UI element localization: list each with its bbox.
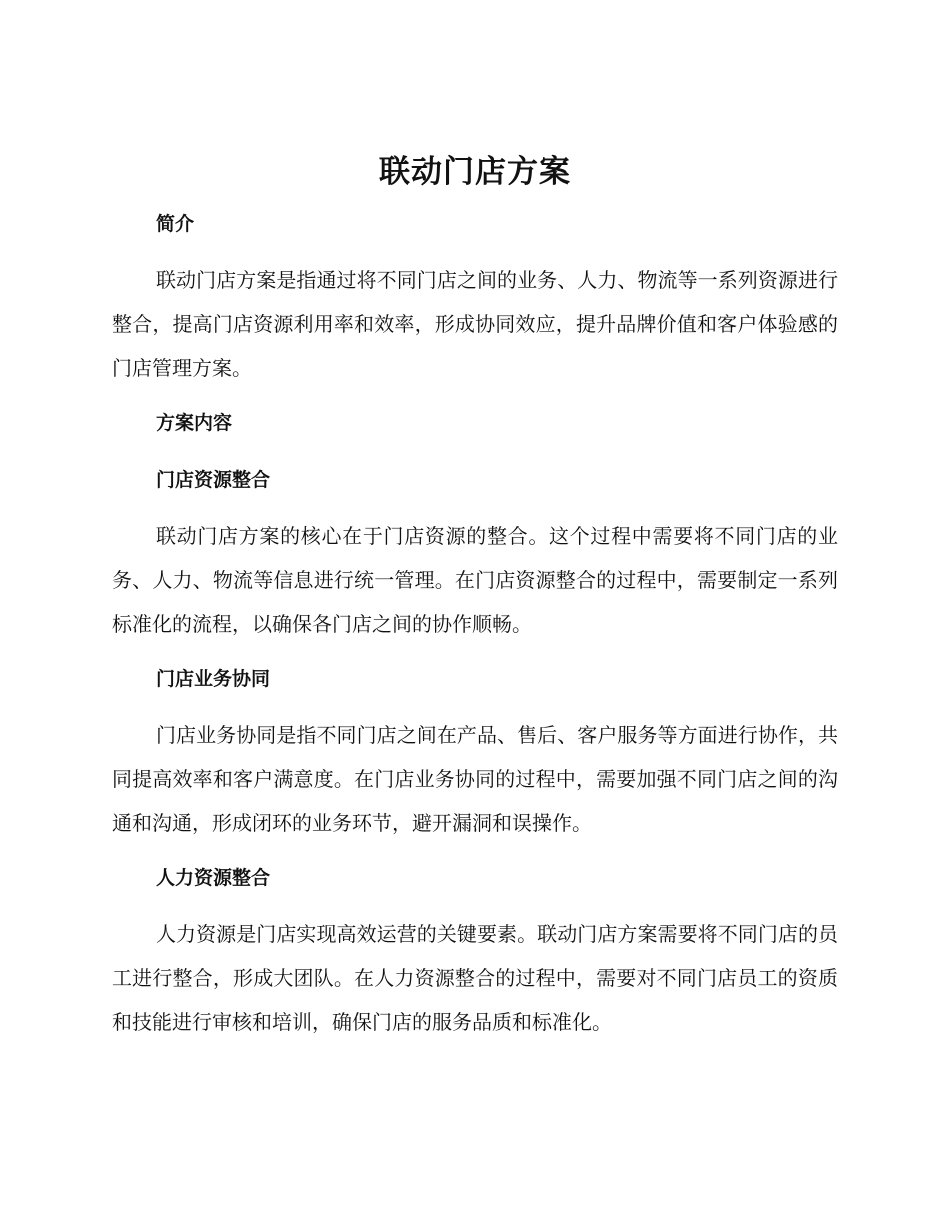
document-title: 联动门店方案 — [379, 154, 571, 190]
section-heading-store-resource-integration: 门店资源整合 — [156, 469, 271, 491]
section-heading-plan-content: 方案内容 — [156, 412, 233, 434]
section-heading-human-resource-integration: 人力资源整合 — [156, 867, 271, 889]
section-body-store-resource-integration: 联动门店方案的核心在于门店资源的整合。这个过程中需要将不同门店的业务、人力、物流等信息进行统一管理。在门店资源整合的过程中，需要制定一系列标准化的流程，以确保各门店之间的协作顺畅。 — [112, 524, 838, 636]
section-body-store-business-collaboration: 门店业务协同是指不同门店之间在产品、售后、客户服务等方面进行协作，共同提高效率和客户满意度。在门店业务协同的过程中，需要加强不同门店之间的沟通和沟通，形成闭环的业务环节，避开漏洞和误操作。 — [112, 723, 838, 835]
section-body-intro: 联动门店方案是指通过将不同门店之间的业务、人力、物流等一系列资源进行整合，提高门店资源利用率和效率，形成协同效应，提升品牌价值和客户体验感的门店管理方案。 — [112, 268, 838, 380]
section-heading-intro: 简介 — [156, 213, 195, 235]
section-heading-store-business-collaboration: 门店业务协同 — [156, 668, 271, 690]
section-body-human-resource-integration: 人力资源是门店实现高效运营的关键要素。联动门店方案需要将不同门店的员工进行整合，形成大团队。在人力资源整合的过程中，需要对不同门店员工的资质和技能进行审核和培训，确保门店的服务品质和标准化。 — [112, 922, 838, 1034]
